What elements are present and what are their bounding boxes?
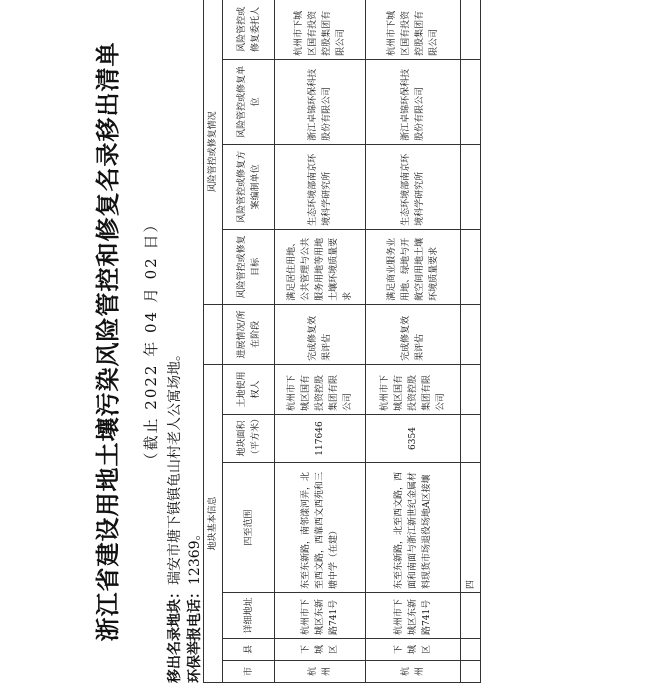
cell-empty [461,304,481,364]
column-header: 详细地址 [223,593,275,639]
table-row [366,0,461,683]
table-row-partial [461,0,481,683]
group-header-progress [204,304,223,364]
cell-boundary: 四 [461,463,481,593]
column-header-row [223,0,275,683]
removal-table [203,0,481,683]
removal-note [164,347,184,683]
cell-county: 下城区 [275,639,366,661]
cell-boundary: 东至东新路，南邻漾河弄，北至西文路，西靠西文西苑和三塘中学（在建） [275,463,366,593]
group-header-plot-info: 地块基本信息 [204,364,223,682]
cell-plan-unit: 生态环境部南京环境科学研究所 [275,144,366,229]
cell-empty [461,0,481,59]
removal-label: 移出名录地块： [167,585,183,683]
cell-progress: 完成修复效果评估 [275,304,366,364]
cell-repair-unit: 浙江卓锦环保科技股份有限公司 [275,59,366,144]
hotline-text: 12369。 [187,526,203,585]
column-header: 风险管控或修复目标 [223,229,275,304]
cell-client: 杭州市下城区国有投资控股集团有限公司 [366,0,461,59]
table-row [275,0,366,683]
cell-area: 117646 [275,415,366,463]
cell-empty [461,59,481,144]
cell-county [461,639,481,661]
column-header: 进展情况/所在阶段 [223,304,275,364]
cell-address: 杭州市下城区东新路741号 [366,593,461,639]
cell-owner: 杭州市下城区国有投资控股集团有限公司 [275,364,366,414]
cell-boundary: 东至东新路，北至西文路，西面和南面与浙江新世纪金属材料现货市场退役场地A区接壤 [366,463,461,593]
hotline-note [184,526,204,683]
document-subtitle: （截止 2022 年 04 月 02 日） [142,215,160,468]
cell-empty [461,144,481,229]
column-header: 风险管控或修复方案编制单位 [223,144,275,229]
cell-city: 杭州 [275,661,366,683]
cell-empty [461,364,481,414]
cell-address: 杭州市下城区东新路741号 [275,593,366,639]
column-header: 县 [223,639,275,661]
cell-client: 杭州市下城区国有投资控股集团有限公司 [275,0,366,59]
cell-city [461,661,481,683]
cell-empty [461,415,481,463]
column-header: 市 [223,661,275,683]
document-title: 浙江省建设用地土壤污染风险管控和修复名录移出清单 [93,41,122,642]
cell-target: 满足商业服务业用地、绿地与开敞空间用地土壤环境质量要求 [366,229,461,304]
group-header-row [204,0,223,683]
cell-plan-unit: 生态环境部南京环境科学研究所 [366,144,461,229]
hotline-label: 环保举报电话： [187,585,203,683]
cell-repair-unit: 浙江卓锦环保科技股份有限公司 [366,59,461,144]
cell-county: 下城区 [366,639,461,661]
column-header: 地块面积（平方米） [223,415,275,463]
cell-owner: 杭州市下城区国有投资控股集团有限公司 [366,364,461,414]
column-header: 土地使用权人 [223,364,275,414]
cell-target: 满足居住用地、公共管理与公共服务用地等用地土壤环境质量要求 [275,229,366,304]
column-header: 四至范围 [223,463,275,593]
group-header-risk-control: 风险管控或修复情况 [204,0,223,304]
removal-text: 瑞安市塘下镇镇龟山村老人公寓场地。 [167,347,183,585]
cell-city: 杭州 [366,661,461,683]
cell-area: 6354 [366,415,461,463]
column-header: 风险管控或修复单位 [223,59,275,144]
cell-address [461,593,481,639]
cell-empty [461,229,481,304]
column-header: 风险管控或修复委托人 [223,0,275,59]
cell-progress: 完成修复效果评估 [366,304,461,364]
